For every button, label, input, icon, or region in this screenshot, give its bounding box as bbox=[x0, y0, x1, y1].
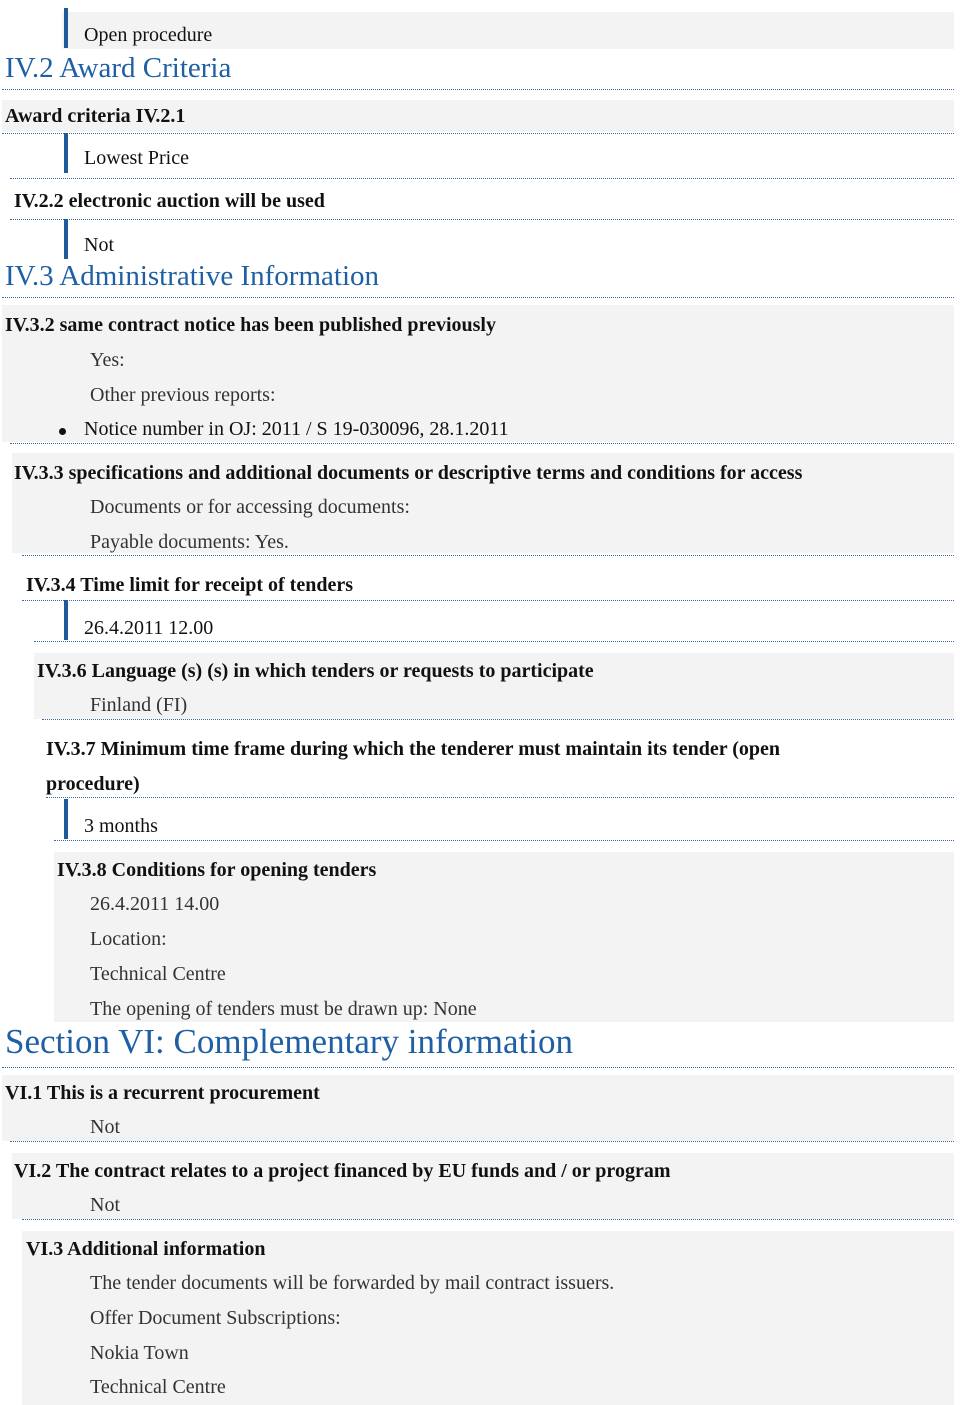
value-bar bbox=[64, 219, 68, 259]
iv33-line1: Documents or for accessing documents: bbox=[90, 496, 410, 518]
vi3-line1: The tender documents will be forwarded by mail contract issuers. bbox=[90, 1272, 615, 1294]
vi3-line2: Offer Document Subscriptions: bbox=[90, 1307, 341, 1329]
divider bbox=[46, 797, 954, 798]
divider bbox=[2, 297, 954, 298]
iv32-label: IV.3.2 same contract notice has been published previously bbox=[5, 314, 496, 336]
value-bar bbox=[64, 133, 68, 173]
vi3-line4: Technical Centre bbox=[90, 1376, 226, 1398]
vi2-value: Not bbox=[90, 1194, 120, 1216]
value-bar bbox=[64, 8, 68, 48]
vi2-label: VI.2 The contract relates to a project financed by EU funds and / or program bbox=[14, 1160, 671, 1182]
bullet-icon bbox=[59, 428, 66, 435]
electronic-auction-label: IV.2.2 electronic auction will be used bbox=[14, 190, 325, 212]
section-title-complementary-information: Section VI: Complementary information bbox=[5, 1022, 573, 1061]
iv34-label: IV.3.4 Time limit for receipt of tenders bbox=[26, 574, 353, 596]
divider bbox=[22, 555, 954, 556]
divider bbox=[54, 840, 954, 841]
iv36-label: IV.3.6 Language (s) (s) in which tenders or requests to participate bbox=[37, 660, 594, 682]
vi1-label: VI.1 This is a recurrent procurement bbox=[5, 1082, 320, 1104]
iv36-value: Finland (FI) bbox=[90, 694, 188, 716]
divider bbox=[10, 443, 954, 444]
divider bbox=[10, 219, 954, 220]
electronic-auction-value: Not bbox=[84, 234, 114, 256]
divider bbox=[10, 178, 954, 179]
iv38-location: Technical Centre bbox=[90, 963, 226, 985]
value-bar bbox=[64, 799, 68, 839]
divider bbox=[22, 600, 954, 601]
divider bbox=[22, 1219, 954, 1220]
iv37-value: 3 months bbox=[84, 815, 158, 837]
vi3-label: VI.3 Additional information bbox=[26, 1238, 266, 1260]
iv38-label: IV.3.8 Conditions for opening tenders bbox=[57, 859, 377, 881]
divider bbox=[42, 719, 954, 720]
section-title-administrative-information: IV.3 Administrative Information bbox=[5, 260, 379, 292]
divider bbox=[2, 133, 954, 134]
iv34-value: 26.4.2011 12.00 bbox=[84, 617, 214, 639]
iv32-yes: Yes: bbox=[90, 349, 125, 371]
divider bbox=[34, 641, 954, 642]
divider bbox=[2, 89, 954, 90]
section-title-award-criteria: IV.2 Award Criteria bbox=[5, 52, 232, 84]
iv32-notice-number: Notice number in OJ: 2011 / S 19-030096, 28.1.2011 bbox=[84, 418, 509, 440]
award-criteria-label: Award criteria IV.2.1 bbox=[5, 105, 186, 127]
divider bbox=[10, 1141, 954, 1142]
vi3-line3: Nokia Town bbox=[90, 1342, 189, 1364]
procedure-value: Open procedure bbox=[84, 24, 213, 46]
iv32-other-reports: Other previous reports: bbox=[90, 384, 276, 406]
divider bbox=[2, 1067, 954, 1068]
vi1-value: Not bbox=[90, 1116, 120, 1138]
iv38-date: 26.4.2011 14.00 bbox=[90, 893, 220, 915]
value-bar bbox=[64, 600, 68, 640]
iv33-line2: Payable documents: Yes. bbox=[90, 531, 289, 553]
iv37-label-line1: IV.3.7 Minimum time frame during which the tenderer must maintain its tender (open bbox=[46, 738, 781, 760]
iv37-label-line2: procedure) bbox=[46, 773, 140, 795]
iv33-label: IV.3.3 specifications and additional documents or descriptive terms and conditions for access bbox=[14, 462, 803, 484]
award-criteria-value: Lowest Price bbox=[84, 147, 189, 169]
iv38-opening: The opening of tenders must be drawn up: None bbox=[90, 998, 477, 1020]
iv38-location-label: Location: bbox=[90, 928, 167, 950]
